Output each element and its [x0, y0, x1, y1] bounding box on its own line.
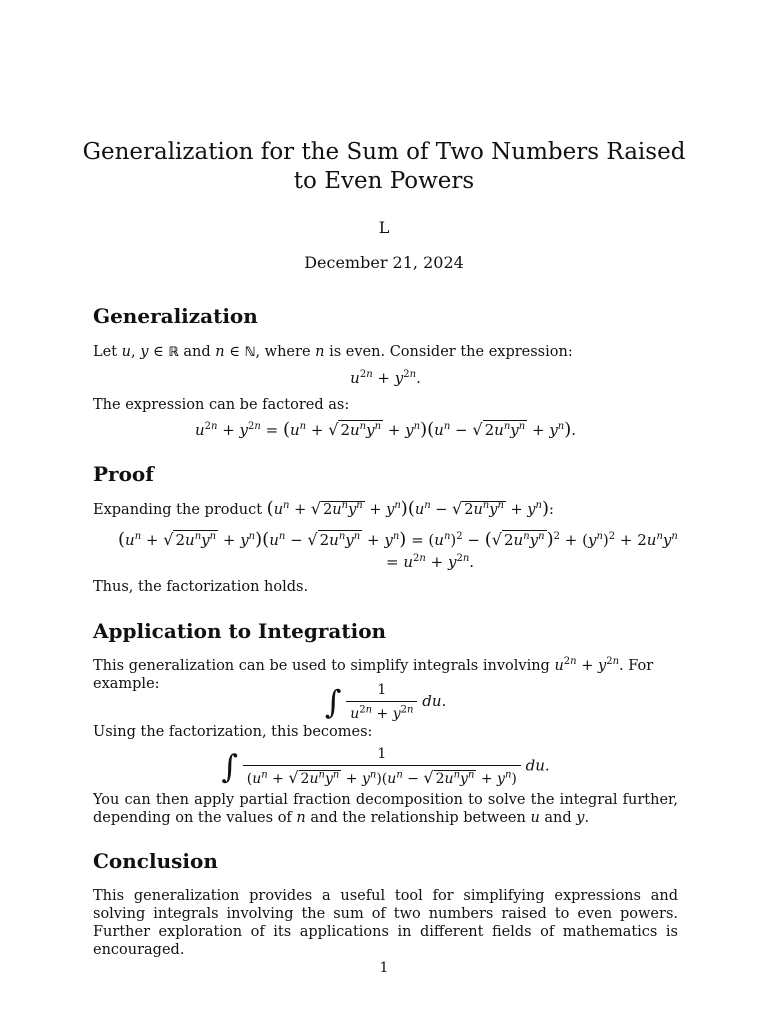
conclusion-text: This generalization provides a useful tool for simplifying expressions and solving integrals involving the sum of two numbers raised to even powers. Further exploration of its applications in different fields of mathematics is encouraged. — [93, 888, 678, 958]
section-heading-proof: Proof — [93, 462, 154, 486]
application-closing: You can then apply partial fraction decomposition to solve the integral further, depending on the values of n and the relationship between u and y. — [93, 792, 678, 826]
equation-expression: $u^{2n} + y^{2n}$. — [350, 369, 421, 387]
proof-equation-line2: = $u^{2n} + y^{2n}$. — [386, 553, 475, 571]
section-heading-conclusion: Conclusion — [93, 849, 218, 873]
paper-title: Generalization for the Sum of Two Numbers Raised to Even Powers — [82, 139, 686, 194]
integral-factored: ∫ $\frac{1}{(u^n + √ 2u^ny^n + y^n)(u^n - √ 2u^ny^n + y^n)}$ du. — [221, 746, 550, 787]
paper-author: L — [378, 218, 390, 237]
page-number: 1 — [379, 960, 389, 976]
factored-intro: The expression can be factored as: — [93, 397, 350, 413]
section-heading-application: Application to Integration — [93, 619, 387, 643]
proof-expanding-text: Expanding the product ($u^n$ + √ $2u^ny^n + y^n)(u^n$ − √ $2u^ny^n + y^n$): — [93, 498, 554, 519]
generalization-intro: Let u, y ∈ ℝ and n ∈ ℕ, where n is even. Consider the expression: — [93, 344, 573, 360]
application-intro: This generalization can be used to simplify integrals involving $u^{2n} + y^{2n}$. For example: — [93, 656, 654, 692]
using-factorization-text: Using the factorization, this becomes: — [93, 724, 373, 740]
equation-factored: $u^{2n} + y^{2n} = (u^n$ + √ $2u^ny^n + y^n)(u^n$ − √ $2u^ny^n + y^n$). — [194, 419, 577, 440]
proof-equation-line1: ($u^n$ + √ $2u^ny^n + y^n)(u^n$ − √ $2u^ny^n + y^n) = (u^n)^2$ − (√ $2u^ny^n$ )$^2 + (y^n)^2 + 2u^ny^n$ — [118, 529, 678, 550]
proof-conclusion: Thus, the factorization holds. — [93, 579, 309, 595]
paper-date: December 21, 2024 — [304, 253, 464, 272]
section-heading-generalization: Generalization — [93, 304, 258, 328]
integral-example: ∫ $\frac{1}{u^{2n} + y^{2n}}$ du. — [324, 682, 447, 722]
